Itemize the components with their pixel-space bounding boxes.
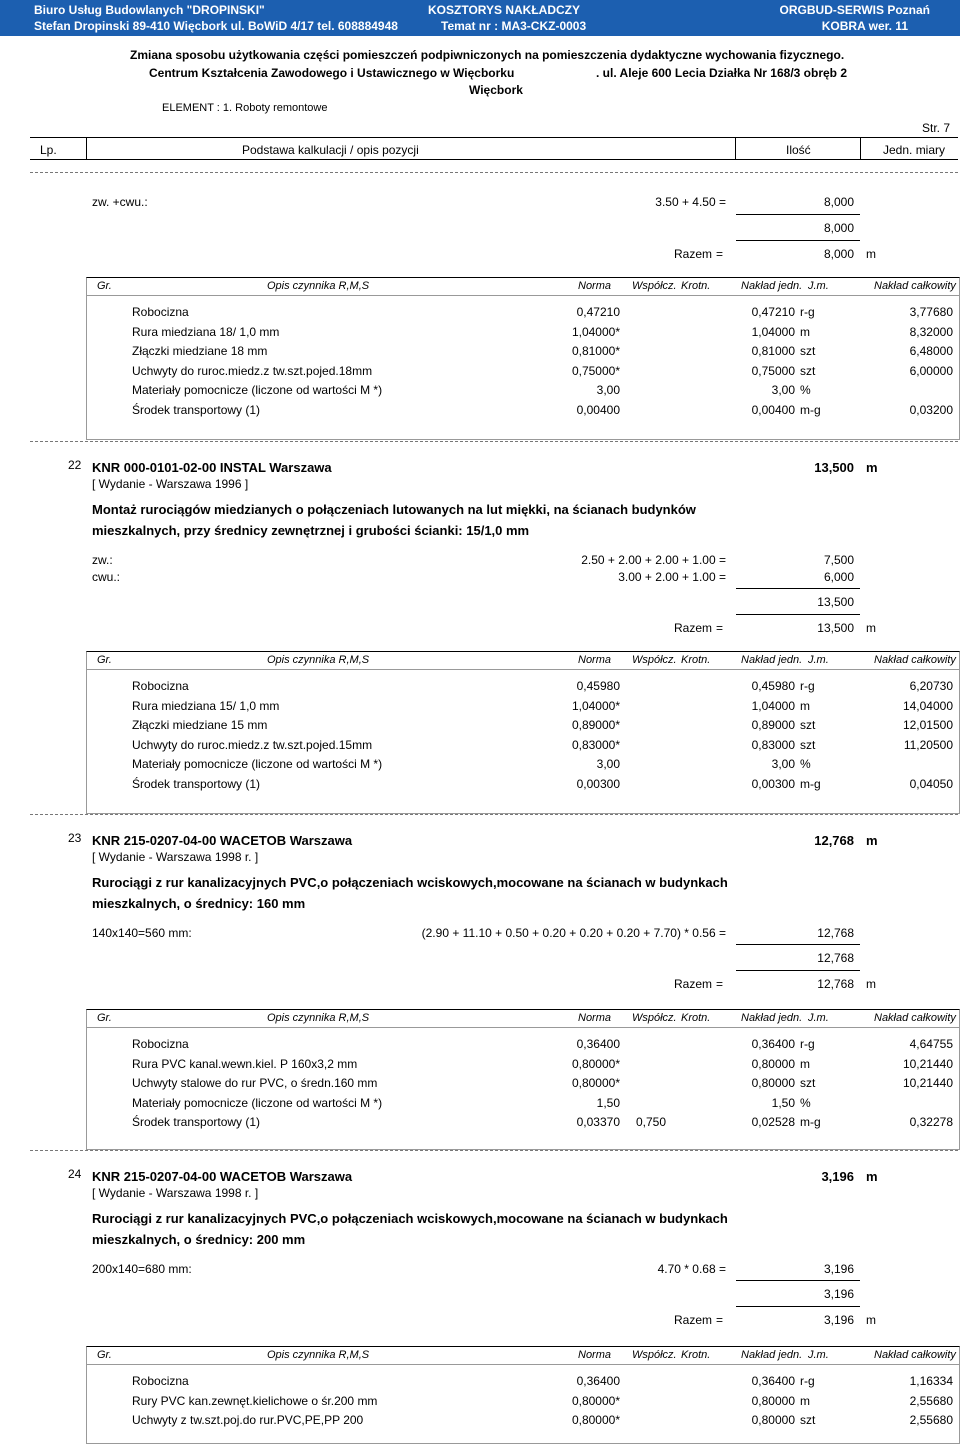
resource-naklad-calk: 2,55680	[909, 1393, 953, 1408]
subcol-naklad-jedn: Nakład jedn.	[741, 1349, 803, 1361]
subcol-wspolcz: Współcz.	[632, 654, 677, 666]
resource-jm: %	[800, 1095, 811, 1110]
sum-rule	[736, 214, 860, 215]
razem-eq: =	[716, 621, 724, 635]
resource-name: Robocizna	[132, 679, 189, 693]
subheader-rule	[86, 1364, 960, 1365]
resource-norma: 3,00	[596, 757, 620, 772]
subcol-krotn: Krotn.	[681, 654, 711, 666]
sum-value: 12,768	[817, 951, 854, 965]
calc-label: zw.:	[92, 553, 113, 567]
item-description: mieszkalnych, o średnicy: 200 mm	[92, 1232, 306, 1247]
razem-eq: =	[716, 247, 724, 261]
resource-jm: m	[800, 324, 810, 339]
razem-unit: m	[866, 247, 876, 261]
resource-jm: m-g	[800, 403, 821, 417]
resource-name: Materiały pomocnicze (liczone od wartości M *)	[132, 757, 383, 772]
item-separator	[30, 441, 958, 442]
resource-jm: %	[800, 757, 811, 772]
resource-naklad-calk: 0,04050	[909, 777, 953, 791]
resource-jm: szt	[800, 363, 816, 378]
resource-naklad-jedn: 0,02528	[751, 1115, 795, 1130]
razem-label: Razem	[674, 247, 713, 261]
subcol-jm: J.m.	[808, 1349, 829, 1361]
subcol-opis: Opis czynnika R,M,S	[267, 1349, 370, 1361]
resource-name: Złączki miedziane 18 mm	[132, 344, 268, 359]
resource-norma: 0,36400	[576, 1037, 620, 1051]
razem-label: Razem	[674, 621, 713, 635]
item-number: 23	[68, 831, 82, 845]
resource-norma: 0,00400	[576, 403, 620, 417]
sum-rule	[736, 240, 860, 241]
subcol-norma: Norma	[578, 1349, 612, 1361]
project-title-line1: Zmiana sposobu użytkowania części pomieszczeń podpiwniczonych na pomieszczenia dydaktyczne wychowania fizycznego.	[130, 48, 845, 62]
project-title-line2b: . ul. Aleje 600 Lecia Działka Nr 168/3 obręb 2	[596, 66, 848, 80]
resource-norma: 1,04000*	[571, 324, 620, 339]
resource-naklad-calk: 3,77680	[909, 305, 953, 319]
software-version: KOBRA wer. 11	[821, 19, 908, 33]
resource-naklad-jedn: 1,50	[771, 1095, 795, 1110]
sum-value: 13,500	[817, 595, 854, 609]
resource-norma: 0,80000*	[571, 1413, 620, 1428]
resource-jm: m-g	[800, 777, 821, 791]
resource-name: Środek transportowy (1)	[132, 403, 261, 417]
resource-naklad-jedn: 0,80000	[751, 1076, 795, 1091]
resource-name: Rury PVC kan.zewnęt.kielichowe o śr.200 mm	[132, 1393, 378, 1408]
column-header-top-rule	[30, 137, 958, 138]
resource-naklad-calk: 11,20500	[903, 737, 953, 752]
item-description: Rurociągi z rur kanalizacyjnych PVC,o połączeniach wciskowych,mocowane na ścianach w budynkach	[92, 1211, 728, 1226]
resource-name: Materiały pomocnicze (liczone od wartości M *)	[132, 1095, 383, 1110]
project-title-line2a: Centrum Kształcenia Zawodowego i Ustawicznego w Więcborku	[149, 66, 515, 80]
resource-norma: 0,75000*	[571, 363, 620, 378]
subcol-gr: Gr.	[97, 1349, 112, 1361]
razem-value: 13,500	[817, 621, 854, 635]
item-quantity: 3,196	[821, 1169, 854, 1184]
resource-norma: 1,04000*	[571, 698, 620, 713]
subcol-naklad-jedn: Nakład jedn.	[741, 1012, 803, 1024]
calc-expression: 2.50 + 2.00 + 2.00 + 1.00 =	[581, 553, 726, 567]
resource-jm: r-g	[800, 1374, 815, 1388]
resource-jm: r-g	[800, 1037, 815, 1051]
resource-naklad-calk: 4,64755	[909, 1037, 953, 1051]
resource-naklad-jedn: 0,36400	[751, 1374, 795, 1388]
resource-naklad-calk: 1,16334	[909, 1374, 953, 1388]
sum-value: 3,196	[823, 1287, 854, 1301]
resource-naklad-jedn: 0,80000	[751, 1413, 795, 1428]
razem-eq: =	[716, 1313, 724, 1327]
calc-value: 7,500	[823, 553, 854, 567]
resource-norma: 0,89000*	[571, 718, 620, 733]
col-divider	[735, 137, 736, 159]
subcol-krotn: Krotn.	[681, 1349, 711, 1361]
resource-jm: szt	[800, 1076, 816, 1091]
subcol-norma: Norma	[578, 1012, 612, 1024]
resource-name: Złączki miedziane 15 mm	[132, 718, 268, 733]
resource-jm: szt	[800, 737, 816, 752]
resource-name: Rura PVC kanal.wewn.kiel. P 160x3,2 mm	[132, 1056, 358, 1071]
item-quantity: 13,500	[814, 460, 854, 475]
software-vendor: ORGBUD-SERWIS Poznań	[779, 3, 930, 17]
calc-label: zw. +cwu.:	[92, 195, 148, 209]
item-unit: m	[866, 460, 878, 475]
resource-jm: r-g	[800, 305, 815, 319]
resource-jm: m	[800, 1056, 810, 1071]
subcol-opis: Opis czynnika R,M,S	[267, 654, 370, 666]
subcol-gr: Gr.	[97, 654, 112, 666]
report-header-bar	[0, 0, 960, 36]
col-podstawa: Podstawa kalkulacji / opis pozycji	[242, 143, 419, 157]
subcol-wspolcz: Współcz.	[632, 1349, 677, 1361]
calc-expression: 3.00 + 2.00 + 1.00 =	[618, 570, 726, 584]
resource-naklad-jedn: 0,47210	[751, 305, 795, 319]
item-separator	[30, 1150, 958, 1151]
resource-jm: szt	[800, 1413, 816, 1428]
subcol-naklad-calk: Nakład całkowity	[874, 1012, 956, 1024]
resource-naklad-jedn: 0,00400	[751, 403, 795, 417]
resource-naklad-jedn: 0,45980	[751, 679, 795, 693]
topic-number: Temat nr : MA3-CKZ-0003	[441, 19, 587, 33]
column-header-bottom-rule	[30, 159, 958, 160]
resource-naklad-calk: 6,00000	[909, 363, 953, 378]
subcol-gr: Gr.	[97, 1012, 112, 1024]
resource-naklad-calk: 14,04000	[902, 698, 953, 713]
sum-rule	[736, 1280, 860, 1281]
resource-norma: 0,03370	[576, 1115, 620, 1130]
resource-name: Robocizna	[132, 1374, 189, 1388]
razem-label: Razem	[674, 1313, 713, 1327]
subheader-rule	[86, 295, 960, 296]
calc-expression: 3.50 + 4.50 =	[655, 195, 726, 209]
resource-naklad-jedn: 0,83000	[751, 737, 795, 752]
calc-value: 12,768	[817, 926, 854, 940]
resource-name: Środek transportowy (1)	[132, 777, 261, 791]
resource-naklad-calk: 6,48000	[909, 344, 953, 359]
page-number: Str. 7	[921, 121, 950, 135]
subcol-norma: Norma	[578, 654, 612, 666]
resource-name: Robocizna	[132, 305, 189, 319]
resource-norma: 0,81000*	[571, 344, 620, 359]
resource-naklad-jedn: 3,00	[771, 383, 795, 398]
razem-unit: m	[866, 621, 876, 635]
subheader-rule	[86, 1027, 960, 1028]
item-unit: m	[866, 833, 878, 848]
resource-jm: m	[800, 1393, 810, 1408]
item-code: KNR 215-0207-04-00 WACETOB Warszawa	[92, 833, 353, 848]
item-description: mieszkalnych, przy średnicy zewnętrznej i grubości ścianki: 15/1,0 mm	[92, 523, 530, 538]
item-edition: [ Wydanie - Warszawa 1998 r. ]	[92, 1186, 259, 1200]
item-quantity: 12,768	[814, 833, 854, 848]
resource-naklad-calk: 12,01500	[902, 718, 953, 733]
resource-name: Rura miedziana 18/ 1,0 mm	[132, 324, 280, 339]
item-number: 24	[68, 1167, 82, 1181]
resource-norma: 0,00300	[576, 777, 620, 791]
resource-jm: szt	[800, 344, 816, 359]
resource-norma: 1,50	[596, 1095, 620, 1110]
sum-rule	[736, 588, 860, 589]
subcol-naklad-calk: Nakład całkowity	[874, 1349, 956, 1361]
sum-rule	[736, 614, 860, 615]
calc-value: 3,196	[823, 1262, 854, 1276]
item-separator	[30, 814, 958, 815]
item-description: mieszkalnych, o średnicy: 160 mm	[92, 896, 306, 911]
resource-naklad-jedn: 0,00300	[751, 777, 795, 791]
subcol-jm: J.m.	[808, 280, 829, 292]
page-break-rule	[30, 172, 958, 173]
resource-naklad-calk: 10,21440	[902, 1056, 953, 1071]
resource-name: Uchwyty do ruroc.miedz.z tw.szt.pojed.15mm	[132, 737, 373, 752]
calc-label: cwu.:	[92, 570, 121, 584]
resource-naklad-jedn: 0,80000	[751, 1056, 795, 1071]
razem-unit: m	[866, 977, 876, 991]
resource-name: Rura miedziana 15/ 1,0 mm	[132, 698, 280, 713]
element-label: ELEMENT : 1. Roboty remontowe	[162, 102, 328, 114]
resource-naklad-calk: 10,21440	[902, 1076, 953, 1091]
company-address: Stefan Dropinski 89-410 Więcbork ul. BoWiD 4/17 tel. 608884948	[34, 19, 398, 33]
resource-naklad-calk: 2,55680	[909, 1413, 953, 1428]
resource-norma: 0,83000*	[571, 737, 620, 752]
resource-name: Środek transportowy (1)	[132, 1115, 261, 1130]
resource-norma: 0,80000*	[571, 1393, 620, 1408]
subcol-jm: J.m.	[808, 1012, 829, 1024]
resource-jm: szt	[800, 718, 816, 733]
subcol-naklad-calk: Nakład całkowity	[874, 280, 956, 292]
resource-norma: 0,47210	[576, 305, 620, 319]
resource-naklad-jedn: 0,75000	[751, 363, 795, 378]
razem-eq: =	[716, 977, 724, 991]
resource-naklad-calk: 6,20730	[909, 679, 953, 693]
subcol-naklad-jedn: Nakład jedn.	[741, 654, 803, 666]
sum-value: 8,000	[823, 221, 854, 235]
item-description: Montaż rurociągów miedzianych o połączeniach lutowanych na lut miękki, na ścianach budynków	[92, 502, 696, 517]
calc-value: 6,000	[823, 570, 854, 584]
resource-naklad-jedn: 1,04000	[751, 324, 795, 339]
item-description: Rurociągi z rur kanalizacyjnych PVC,o połączeniach wciskowych,mocowane na ścianach w budynkach	[92, 875, 728, 890]
resource-naklad-jedn: 0,36400	[751, 1037, 795, 1051]
resource-name: Uchwyty do ruroc.miedz.z tw.szt.pojed.18mm	[132, 363, 373, 378]
col-lp: Lp.	[40, 143, 57, 157]
resource-norma: 0,80000*	[571, 1076, 620, 1091]
subheader-rule	[86, 669, 960, 670]
col-ilosc: Ilość	[786, 143, 811, 157]
resource-naklad-jedn: 1,04000	[751, 698, 795, 713]
project-title-line3: Więcbork	[469, 83, 523, 97]
subcol-wspolcz: Współcz.	[632, 280, 677, 292]
razem-value: 12,768	[817, 977, 854, 991]
calc-expression: 4.70 * 0.68 =	[657, 1262, 726, 1276]
subcol-naklad-calk: Nakład całkowity	[874, 654, 956, 666]
col-divider	[860, 137, 861, 159]
razem-label: Razem	[674, 977, 713, 991]
sum-rule	[736, 1306, 860, 1307]
resource-naklad-calk: 8,32000	[909, 324, 953, 339]
resource-naklad-jedn: 0,81000	[751, 344, 795, 359]
col-divider	[86, 137, 87, 159]
resource-name: Materiały pomocnicze (liczone od wartości M *)	[132, 383, 383, 398]
resource-naklad-calk: 0,03200	[909, 403, 953, 417]
subcol-jm: J.m.	[808, 654, 829, 666]
item-code: KNR 000-0101-02-00 INSTAL Warszawa	[92, 460, 332, 475]
subcol-naklad-jedn: Nakład jedn.	[741, 280, 803, 292]
resource-name: Uchwyty z tw.szt.poj.do rur.PVC,PE,PP 200	[132, 1413, 364, 1428]
calc-label: 200x140=680 mm:	[92, 1262, 192, 1276]
sum-rule	[736, 970, 860, 971]
item-code: KNR 215-0207-04-00 WACETOB Warszawa	[92, 1169, 353, 1184]
razem-unit: m	[866, 1313, 876, 1327]
resource-norma: 3,00	[596, 383, 620, 398]
razem-value: 8,000	[823, 247, 854, 261]
report-type: KOSZTORYS NAKŁADCZY	[428, 3, 581, 17]
resource-norma: 0,36400	[576, 1374, 620, 1388]
subcol-opis: Opis czynnika R,M,S	[267, 1012, 370, 1024]
calc-value: 8,000	[823, 195, 854, 209]
resource-jm: %	[800, 383, 811, 398]
calc-label: 140x140=560 mm:	[92, 926, 192, 940]
subcol-opis: Opis czynnika R,M,S	[267, 280, 370, 292]
item-edition: [ Wydanie - Warszawa 1998 r. ]	[92, 850, 259, 864]
item-unit: m	[866, 1169, 878, 1184]
resource-jm: r-g	[800, 679, 815, 693]
resource-jm: m	[800, 698, 810, 713]
subcol-krotn: Krotn.	[681, 1012, 711, 1024]
subcol-wspolcz: Współcz.	[632, 1012, 677, 1024]
razem-value: 3,196	[823, 1313, 854, 1327]
company-name: Biuro Usług Budowlanych "DROPINSKI"	[34, 3, 265, 17]
resource-norma: 0,45980	[576, 679, 620, 693]
resource-norma: 0,80000*	[571, 1056, 620, 1071]
resource-jm: m-g	[800, 1115, 821, 1130]
item-edition: [ Wydanie - Warszawa 1996 ]	[92, 477, 249, 491]
resource-naklad-jedn: 0,89000	[751, 718, 795, 733]
subcol-gr: Gr.	[97, 280, 112, 292]
item-number: 22	[68, 458, 82, 472]
resource-naklad-jedn: 3,00	[771, 757, 795, 772]
resource-name: Uchwyty stalowe do rur PVC, o średn.160 mm	[132, 1076, 378, 1091]
resource-wspolcz: 0,750	[635, 1115, 666, 1130]
calc-expression: (2.90 + 11.10 + 0.50 + 0.20 + 0.20 + 0.20 + 7.70) * 0.56 =	[421, 926, 726, 940]
resource-naklad-calk: 0,32278	[909, 1115, 953, 1130]
subcol-norma: Norma	[578, 280, 612, 292]
col-jedn: Jedn. miary	[883, 143, 946, 157]
resource-name: Robocizna	[132, 1037, 189, 1051]
subcol-krotn: Krotn.	[681, 280, 711, 292]
resource-naklad-jedn: 0,80000	[751, 1393, 795, 1408]
sum-rule	[736, 944, 860, 945]
